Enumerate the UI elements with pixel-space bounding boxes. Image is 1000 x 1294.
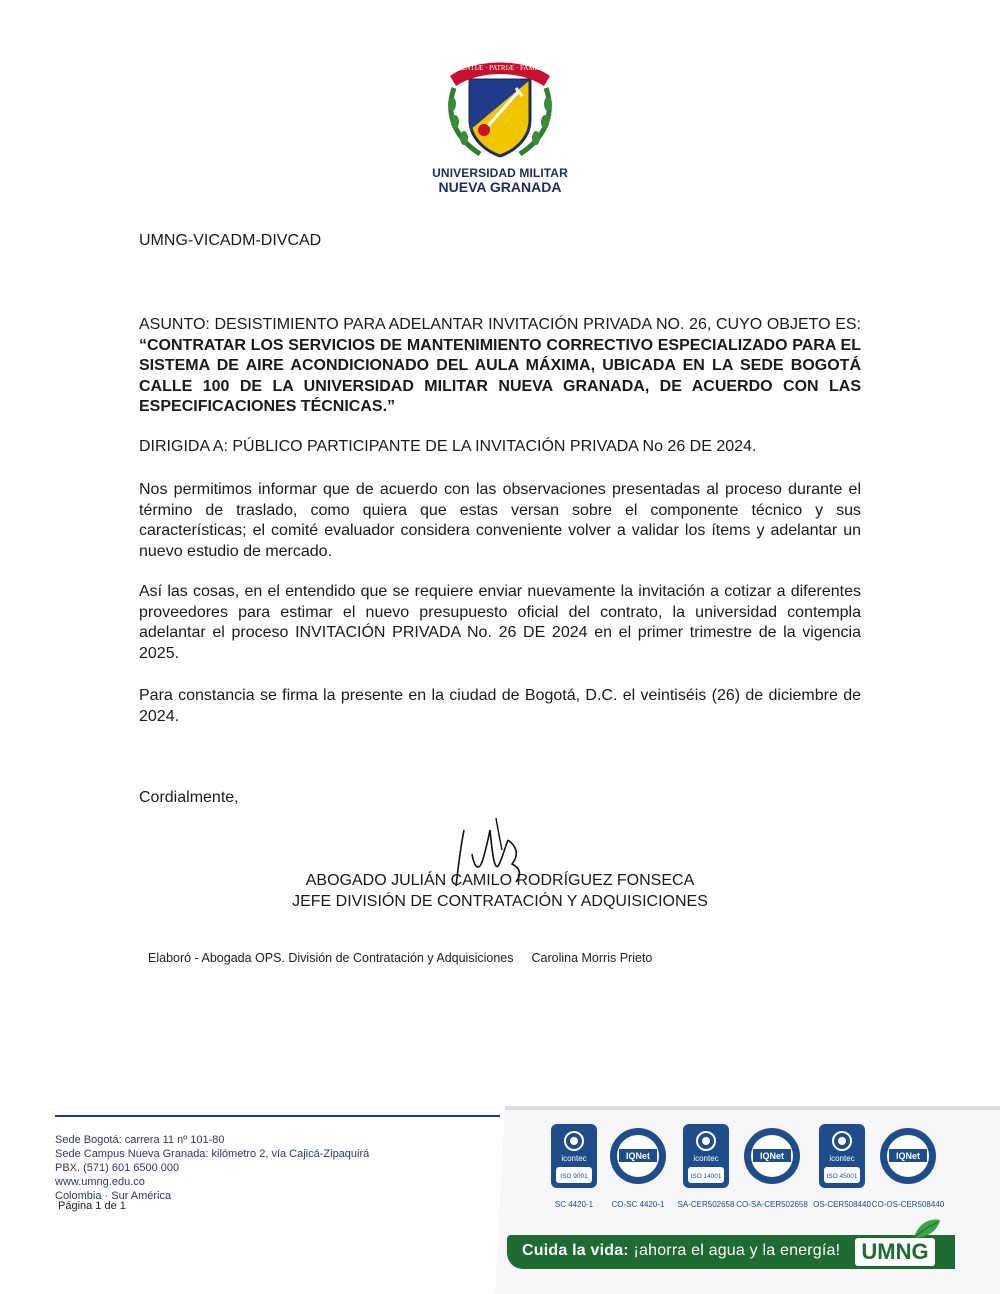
website-link[interactable]: www.umng.edu.co (55, 1176, 145, 1188)
iqnet-icon (742, 1123, 802, 1189)
svg-text:IQNet: IQNet (625, 1151, 651, 1161)
document-reference: UMNG-VICADM-DIVCAD (139, 232, 322, 249)
icontec-icon (550, 1123, 598, 1189)
motto-ribbon (450, 60, 550, 74)
cert-code: CO-SA-CER502658 (736, 1200, 808, 1209)
page-number: Página 1 de 1 (58, 1200, 126, 1212)
subject-prefix: ASUNTO: DESISTIMIENTO PARA ADELANTAR INVITACIÓN PRIVADA NO. 26, CUYO OBJETO ES: (139, 316, 861, 333)
subject-object: “CONTRATAR LOS SERVICIOS DE MANTENIMIENTO CORRECTIVO ESPECIALIZADO PARA EL SISTEMA DE AIRE ACONDICIONADO DEL AULA MÁXIMA, UBICADA EN LA SEDE BOGOTÁ CALLE 100 DE LA UNIVERSIDAD MILITAR NUEVA GRANADA, DE ACUERDO CON LAS ESPECIFICACIONES TÉCNICAS.” (139, 336, 861, 416)
eco-banner-message: ¡ahorra el agua y la energía! (633, 1242, 841, 1259)
iqnet-badge (608, 1123, 664, 1194)
svg-text:icontec: icontec (829, 1154, 855, 1163)
footer-address (55, 1133, 369, 1203)
eco-banner-lead: Cuida la vida: (522, 1242, 629, 1259)
iqnet-icon (608, 1123, 668, 1189)
icontec-icon (682, 1123, 730, 1189)
cert-code: OS-CER508440 (813, 1200, 871, 1209)
cert-code: CO-OS-CER508440 (871, 1200, 945, 1209)
prepared-by-name: Carolina Morris Prieto (531, 951, 653, 965)
subject-paragraph (139, 315, 861, 418)
svg-text:SCIENTIÆ · PATRIÆ · FAMILIÆ: SCIENTIÆ · PATRIÆ · FAMILIÆ (450, 64, 550, 72)
prepared-by-role: Elaboró - Abogada OPS. División de Contratación y Adquisiciones (148, 951, 514, 965)
address-line: Sede Campus Nueva Granada: kilómetro 2, vía Cajicá-Zipaquirá (55, 1148, 370, 1160)
svg-text:ISO 14001: ISO 14001 (690, 1173, 722, 1180)
footer-divider (55, 1115, 500, 1117)
leaf-icon (912, 1218, 942, 1240)
address-line: PBX. (571) 601 6500 000 (55, 1162, 180, 1174)
institution-name (420, 166, 580, 194)
svg-text:ISO 9001: ISO 9001 (560, 1173, 588, 1180)
body-paragraph: Nos permitimos informar que de acuerdo con las observaciones presentadas al proceso durante el término de traslado, como quiera que estas versan sobre el componente técnico y sus características; el comité evaluador considera conveniente volver a validar los ítems y adelantar un nuevo estudio de mercado. (139, 481, 861, 560)
icontec-iso14001-badge (682, 1123, 738, 1194)
svg-text:ISO 45001: ISO 45001 (826, 1173, 858, 1180)
eco-banner-text (522, 1242, 840, 1260)
svg-text:icontec: icontec (693, 1154, 719, 1163)
umng-brand: UMNG (855, 1238, 935, 1266)
body-paragraph: Para constancia se firma la presente en la ciudad de Bogotá, D.C. el veintiséis (26) de diciembre de 2024. (139, 687, 861, 725)
icontec-iso45001-badge (818, 1123, 874, 1194)
cert-code: SA-CER502658 (677, 1200, 735, 1209)
signer-name: ABOGADO JULIÁN CAMILO RODRÍGUEZ FONSECA (305, 872, 695, 889)
address-line: Sede Bogotá: carrera 11 nº 101-80 (55, 1134, 225, 1146)
svg-text:IQNet: IQNet (759, 1151, 785, 1161)
svg-text:IQNet: IQNet (895, 1151, 921, 1161)
body-paragraph: Así las cosas, en el entendido que se requiere enviar nuevamente la invitación a cotizar a diferentes proveedores para estimar el nuevo presupuesto oficial del contrato, la universidad contempla adelantar el proceso INVITACIÓN PRIVADA No. 26 DE 2024 en el primer trimestre de la vigencia 2025. (139, 583, 861, 662)
cert-code: SC 4420-1 (554, 1200, 594, 1209)
icontec-icon (818, 1123, 866, 1189)
institution-name-line2: NUEVA GRANADA (438, 179, 562, 195)
icontec-iso9001-badge (550, 1123, 606, 1194)
svg-text:icontec: icontec (561, 1154, 587, 1163)
address-line: Colombia · Sur América (55, 1190, 172, 1202)
iqnet-badge (742, 1123, 798, 1194)
signer-title: JEFE DIVISIÓN DE CONTRATACIÓN Y ADQUISICIONES (292, 893, 708, 910)
iqnet-icon (878, 1123, 938, 1189)
iqnet-badge (878, 1123, 934, 1194)
addressed-to: DIRIGIDA A: PÚBLICO PARTICIPANTE DE LA INVITACIÓN PRIVADA No 26 DE 2024. (139, 438, 757, 455)
closing: Cordialmente, (139, 789, 239, 806)
cert-code: CO-SC 4420-1 (611, 1200, 665, 1209)
prepared-by (148, 951, 652, 965)
institution-name-line1: UNIVERSIDAD MILITAR (432, 166, 568, 180)
